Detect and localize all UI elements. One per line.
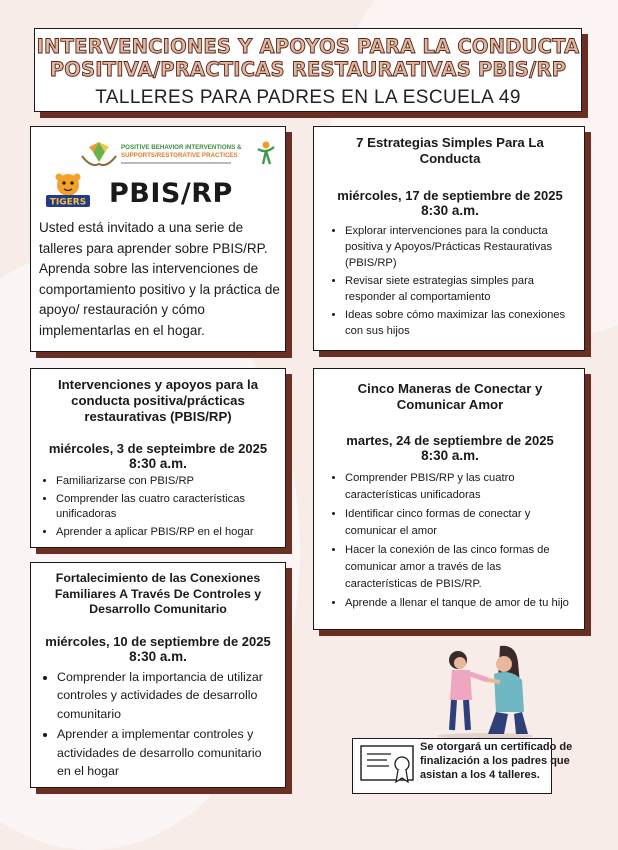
list-item: • Explorar intervenciones para la conducta positiva y Apoyos/Prácticas Restaurativas (PBIS/RP) xyxy=(345,223,572,271)
intro-card xyxy=(30,126,286,352)
workshop-card-1 xyxy=(313,126,585,351)
list-item: • Comprender PBIS/RP y las cuatro características unificadoras xyxy=(345,470,572,504)
page-title: INTERVENCIONES Y APOYOS PARA LA CONDUCTA POSITIVA/PRACTICAS RESTAURATIVAS PBIS/RP xyxy=(36,35,580,81)
certificate-text: Se otorgará un certificado de finalización a los padres que asistan a los 4 talleres. xyxy=(420,741,573,781)
workshop-date: miércoles, 3 de septeimbre de 2025 xyxy=(48,441,268,456)
certificate-icon xyxy=(359,744,417,788)
workshop-title: 7 Estrategias Simples Para La Conducta xyxy=(356,135,544,166)
page-subtitle: TALLERES PARA PADRES EN LA ESCUELA 49 xyxy=(95,87,521,108)
workshop-bullets xyxy=(328,223,572,339)
workshop-date: martes, 24 de septiembre de 2025 xyxy=(346,433,554,448)
list-item: • Aprender a aplicar PBIS/RP en el hogar xyxy=(56,525,277,541)
workshop-title: Intervenciones y apoyos para la conducta positiva/prácticas restaurativas (PBIS/RP) xyxy=(57,377,259,424)
workshop-title: Fortalecimiento de las Conexiones Familiares A Través De Controles y Desarrollo Comunitario xyxy=(54,571,262,616)
logo-text-line2: SUPPORTS/RESTORATIVE PRACTICES xyxy=(121,152,238,159)
logo-text-line1: POSITIVE BEHAVIOR INTERVENTIONS & xyxy=(121,144,242,151)
header-banner xyxy=(34,28,582,112)
list-item: • Revisar siete estrategias simples para responder al comportamiento xyxy=(345,273,572,305)
workshop-time: 8:30 a.m. xyxy=(129,456,187,471)
list-item: • Comprender las cuatro características unificadoras xyxy=(56,492,277,523)
pbis-heading: PBIS/RP xyxy=(109,178,233,209)
list-item: • Aprender a implementar controles y actividades de desarrollo comunitario en el hogar xyxy=(57,725,277,781)
workshop-time: 8:30 a.m. xyxy=(421,448,479,463)
intro-text: Usted está invitado a una serie de talleres para aprender sobre PBIS/RP. Aprenda sobre las intervenciones de comportamiento positivo y la práctica de apoyo/ restauración y cómo implementarlas en el hogar. xyxy=(39,220,280,338)
list-item: • Familiarizarse con PBIS/RP xyxy=(56,474,277,490)
logo-tagline xyxy=(121,162,231,164)
hands-leaves-logo-icon xyxy=(79,138,119,168)
workshop-date: miércoles, 10 de septiembre de 2025 xyxy=(45,633,271,649)
list-item: • Hacer la conexión de las cinco formas de comunicar amor a través de las características de PBIS/RP. xyxy=(345,542,572,593)
tigers-mascot-icon xyxy=(45,170,91,208)
tigers-label: TIGERS xyxy=(49,197,87,208)
workshop-date: miércoles, 17 de septiembre de 2025 xyxy=(337,188,563,203)
workshop-time: 8:30 a.m. xyxy=(421,203,479,218)
workshop-card-3 xyxy=(313,368,585,630)
workshop-title: Cinco Maneras de Conectar y Comunicar Amor xyxy=(357,381,543,412)
workshop-bullets xyxy=(39,668,277,781)
workshop-card-2 xyxy=(30,368,286,548)
workshop-time: 8:30 a.m. xyxy=(129,648,187,664)
list-item: • Identificar cinco formas de conectar y comunicar el amor xyxy=(345,506,572,540)
list-item: • Ideas sobre cómo maximizar las conexiones con sus hijos xyxy=(345,307,572,339)
list-item: • Comprender la importancia de utilizar controles y actividades de desarrollo comunitario xyxy=(57,668,277,724)
person-logo-icon xyxy=(255,140,277,166)
list-item: • Aprende a llenar el tanque de amor de tu hijo xyxy=(345,595,572,612)
workshop-bullets xyxy=(39,474,277,540)
parent-child-illustration xyxy=(430,640,540,740)
workshop-bullets xyxy=(328,470,572,612)
workshop-card-4 xyxy=(30,562,286,788)
